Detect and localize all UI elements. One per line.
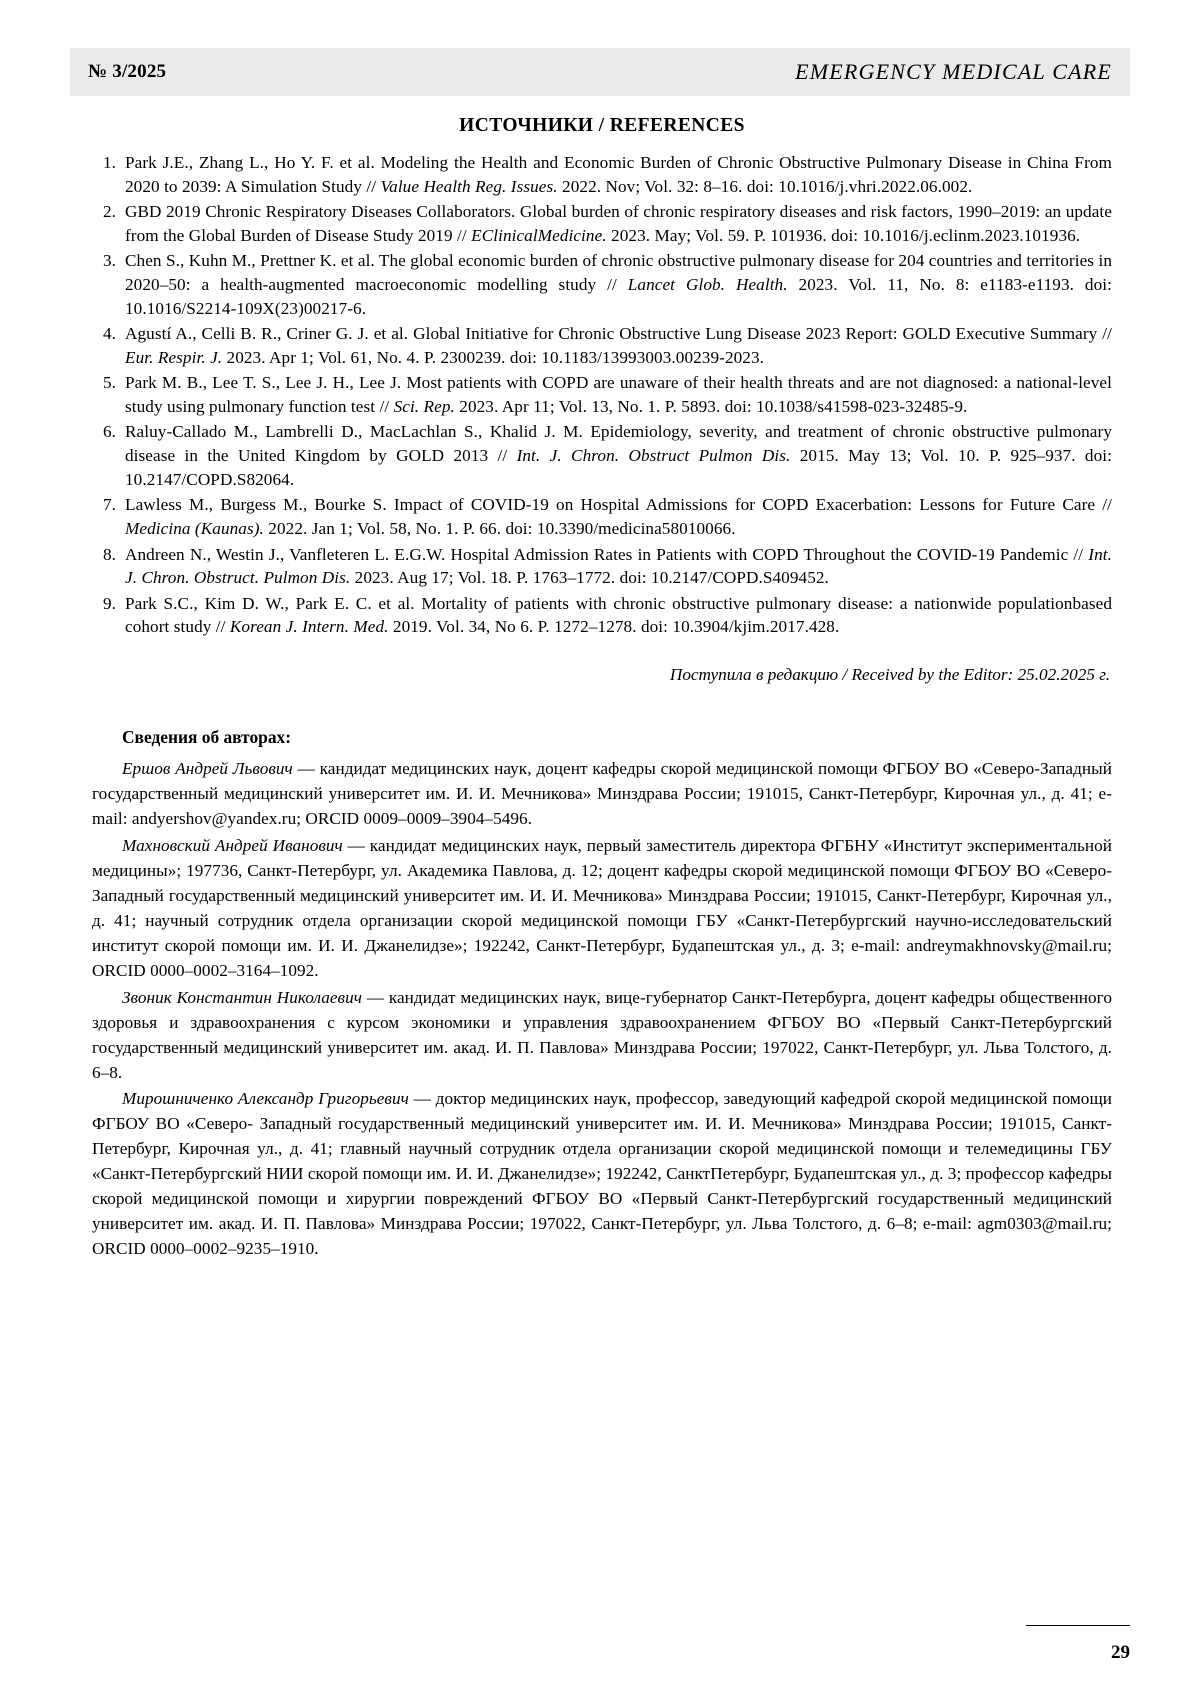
author-details: — кандидат медицинских наук, доцент кафедры скорой медицинской помощи ФГБОУ ВО «Северо-Западный государственный медицинский университет им. И. И. Мечникова» Минздрава России; 191015, Санкт-Петербург, Кирочная ул., д. 41; e-mail: andyershov@yandex.ru; ORCID 0009–0009–3904–5496. — [92, 759, 1112, 829]
reference-text-pre: Chen S., Kuhn M., Prettner K. et al. The global economic burden of chronic obstructive pulmonary disease for 204 countries and territories in 2020–50: a health-augmented macroeconomic modelling study // — [125, 251, 1112, 295]
reference-item — [92, 200, 1112, 248]
reference-number: 7. — [102, 495, 116, 515]
reference-item — [92, 493, 1112, 541]
author-entry — [92, 1087, 1112, 1262]
reference-text-pre: Agustí A., Celli B. R., Criner G. J. et al. Global Initiative for Chronic Obstructive Lung Disease 2023 Report: GOLD Executive Summary // — [125, 324, 1112, 344]
reference-source: Korean J. Intern. Med. — [229, 617, 389, 637]
reference-number: 3. — [102, 251, 116, 271]
author-name: Махновский Андрей Иванович — [122, 836, 343, 856]
author-entry — [92, 834, 1112, 984]
reference-text-post: 2023. Apr 11; Vol. 13, No. 1. P. 5893. doi: 10.1038/s41598-023-32485-9. — [454, 397, 968, 417]
reference-item — [92, 151, 1112, 199]
reference-text-post: 2023. Vol. 11, No. 8: e1183-e1193. doi: 10.1016/S2214-109X(23)00217-6. — [125, 275, 1112, 318]
reference-source: Medicina (Kaunas). — [125, 519, 264, 539]
issue-label: № 3/2025 — [88, 61, 167, 82]
reference-item — [92, 592, 1112, 640]
reference-text-post: 2023. May; Vol. 59. P. 101936. doi: 10.1016/j.eclinm.2023.101936. — [606, 225, 1081, 245]
received-date: Поступила в редакцию / Received by the Editor: 25.02.2025 г. — [669, 665, 1110, 685]
reference-text-post: 2023. Apr 1; Vol. 61, No. 4. P. 2300239. doi: 10.1183/13993003.00239-2023. — [222, 348, 765, 367]
page-header — [70, 48, 1130, 96]
footer-divider — [1026, 1625, 1130, 1626]
reference-number: 2. — [102, 202, 116, 222]
author-name: Ершов Андрей Львович — [122, 759, 293, 779]
reference-source: Value Health Reg. Issues. — [380, 176, 558, 196]
author-name: Мирошниченко Александр Григорьевич — [122, 1089, 409, 1109]
page-number: 29 — [1111, 1642, 1130, 1663]
author-entry — [92, 986, 1112, 1086]
reference-source: Sci. Rep. — [393, 397, 455, 417]
reference-text-pre: Park M. B., Lee T. S., Lee J. H., Lee J. Most patients with COPD are unaware of their health threats and are not diagnosed: a national-level study using pulmonary function test // — [125, 373, 1112, 417]
reference-text-post: 2015. May 13; Vol. 10. P. 925–937. doi: 10.2147/COPD.S82064. — [125, 446, 1112, 490]
references-heading: ИСТОЧНИКИ / REFERENCES — [459, 115, 745, 136]
reference-text-pre: Park S.C., Kim D. W., Park E. C. et al. Mortality of patients with chronic obstructive pulmonary disease: a nationwide populationbased cohort study // — [125, 593, 1112, 637]
reference-item — [92, 543, 1112, 591]
reference-number: 6. — [102, 422, 116, 442]
reference-text-pre: Raluy-Callado M., Lambrelli D., MacLachlan S., Khalid J. M. Epidemiology, severity, and treatment of chronic obstructive pulmonary disease in the United Kingdom by GOLD 2013 // — [125, 422, 1112, 466]
reference-number: 1. — [102, 153, 116, 172]
reference-source: Eur. Respir. J. — [125, 348, 223, 367]
reference-text-post: 2019. Vol. 34, No 6. P. 1272–1278. doi: 10.3904/kjim.2017.428. — [388, 617, 840, 637]
reference-text-pre: Lawless M., Burgess M., Bourke S. Impact of COVID-19 on Hospital Admissions for COPD Exacerbation: Lessons for Future Care // — [125, 495, 1112, 515]
author-name: Звоник Константин Николаевич — [122, 987, 362, 1007]
author-details: — кандидат медицинских наук, первый заместитель директора ФГБНУ «Институт экспериментальной медицины»; 197736, Санкт-Петербург, ул. Академика Павлова, д. 12; доцент кафедры скорой медицинской помощи ФГБОУ ВО «Северо-Западный государственный медицинский университет им. И. И. Мечникова» Минздрава России; 191015, Санкт-Петербург, Кирочная ул., д. 41; научный сотрудник отдела организации скорой медицинской помощи ГБУ «Санкт-Петербургский научно-исследовательский институт скорой помощи им. И. И. Джанелидзе»; 192242, Санкт-Петербург, Будапештская ул., д. 3; e-mail: andreymakhnovsky@mail.ru; ORCID 0000–0002–3164–1092. — [92, 836, 1112, 980]
reference-number: 9. — [102, 593, 116, 613]
reference-source: Int. J. Chron. Obstruct. Pulmon Dis. — [125, 544, 1112, 588]
reference-text-pre: Park J.E., Zhang L., Ho Y. F. et al. Modeling the Health and Economic Burden of Chronic Obstructive Pulmonary Disease in China From 2020 to 2039: A Simulation Study // — [125, 153, 1112, 196]
reference-text-post: 2022. Jan 1; Vol. 58, No. 1. P. 66. doi: 10.3390/medicina58010066. — [263, 519, 736, 539]
reference-text-post: 2022. Nov; Vol. 32: 8–16. doi: 10.1016/j.vhri.2022.06.002. — [557, 176, 973, 196]
reference-item — [92, 322, 1112, 370]
reference-item — [92, 420, 1112, 491]
author-details: — доктор медицинских наук, профессор, заведующий кафедрой скорой медицинской помощи ФГБОУ ВО «Северо- Западный государственный медицинский университет им. И. И. Мечникова» Минздрава России; 191015, Санкт-Петербург, Кирочная ул., д. 41; главный научный сотрудник отдела организации скорой медицинской помощи и телемедицины ГБУ «Санкт-Петербургский НИИ скорой помощи им. И. И. Джанелидзе»; 192242, СанктПетербург, Будапештская ул., д. 3; профессор кафедры скорой медицинской помощи и хирургии повреждений ФГБОУ ВО «Первый Санкт-Петербургский государственный медицинский университет им. акад. И. П. Павлова» Минздрава России; 197022, Санкт-Петербург, ул. Льва Толстого, д. 6–8; e-mail: agm0303@mail.ru; ORCID 0000–0002–9235–1910. — [92, 1089, 1112, 1259]
journal-title: EMERGENCY MEDICAL CARE — [795, 59, 1112, 84]
reference-text-pre: Andreen N., Westin J., Vanfleteren L. E.G.W. Hospital Admission Rates in Patients with COPD Throughout the COVID-19 Pandemic // — [125, 544, 1089, 564]
author-details: — кандидат медицинских наук, вице-губернатор Санкт-Петербурга, доцент кафедры общественного здоровья и здравоохранения с курсом экономики и управления здравоохранением ФГБОУ ВО «Первый Санкт-Петербургский государственный медицинский университет им. акад. И. П. Павлова» Минздрава России; 197022, Санкт-Петербург, ул. Льва Толстого, д. 6–8. — [92, 987, 1112, 1082]
references-list — [92, 151, 1112, 639]
page-content — [92, 115, 1112, 1264]
reference-source: Lancet Glob. Health. — [627, 275, 788, 295]
reference-source: EClinicalMedicine. — [471, 225, 607, 245]
reference-text-post: 2023. Aug 17; Vol. 18. P. 1763–1772. doi: 10.2147/COPD.S409452. — [350, 568, 829, 588]
authors-information — [92, 727, 1112, 1262]
reference-text-pre: GBD 2019 Chronic Respiratory Diseases Collaborators. Global burden of chronic respiratory diseases and risk factors, 1990–2019: an update from the Global Burden of Disease Study 2019 // — [125, 202, 1112, 245]
reference-source: Int. J. Chron. Obstruct Pulmon Dis. — [516, 446, 791, 466]
author-entry — [92, 757, 1112, 832]
reference-number: 8. — [102, 544, 116, 564]
reference-item — [92, 249, 1112, 320]
authors-heading: Сведения об авторах: — [122, 727, 292, 748]
reference-item — [92, 371, 1112, 419]
reference-number: 4. — [102, 324, 116, 344]
reference-number: 5. — [102, 373, 116, 393]
